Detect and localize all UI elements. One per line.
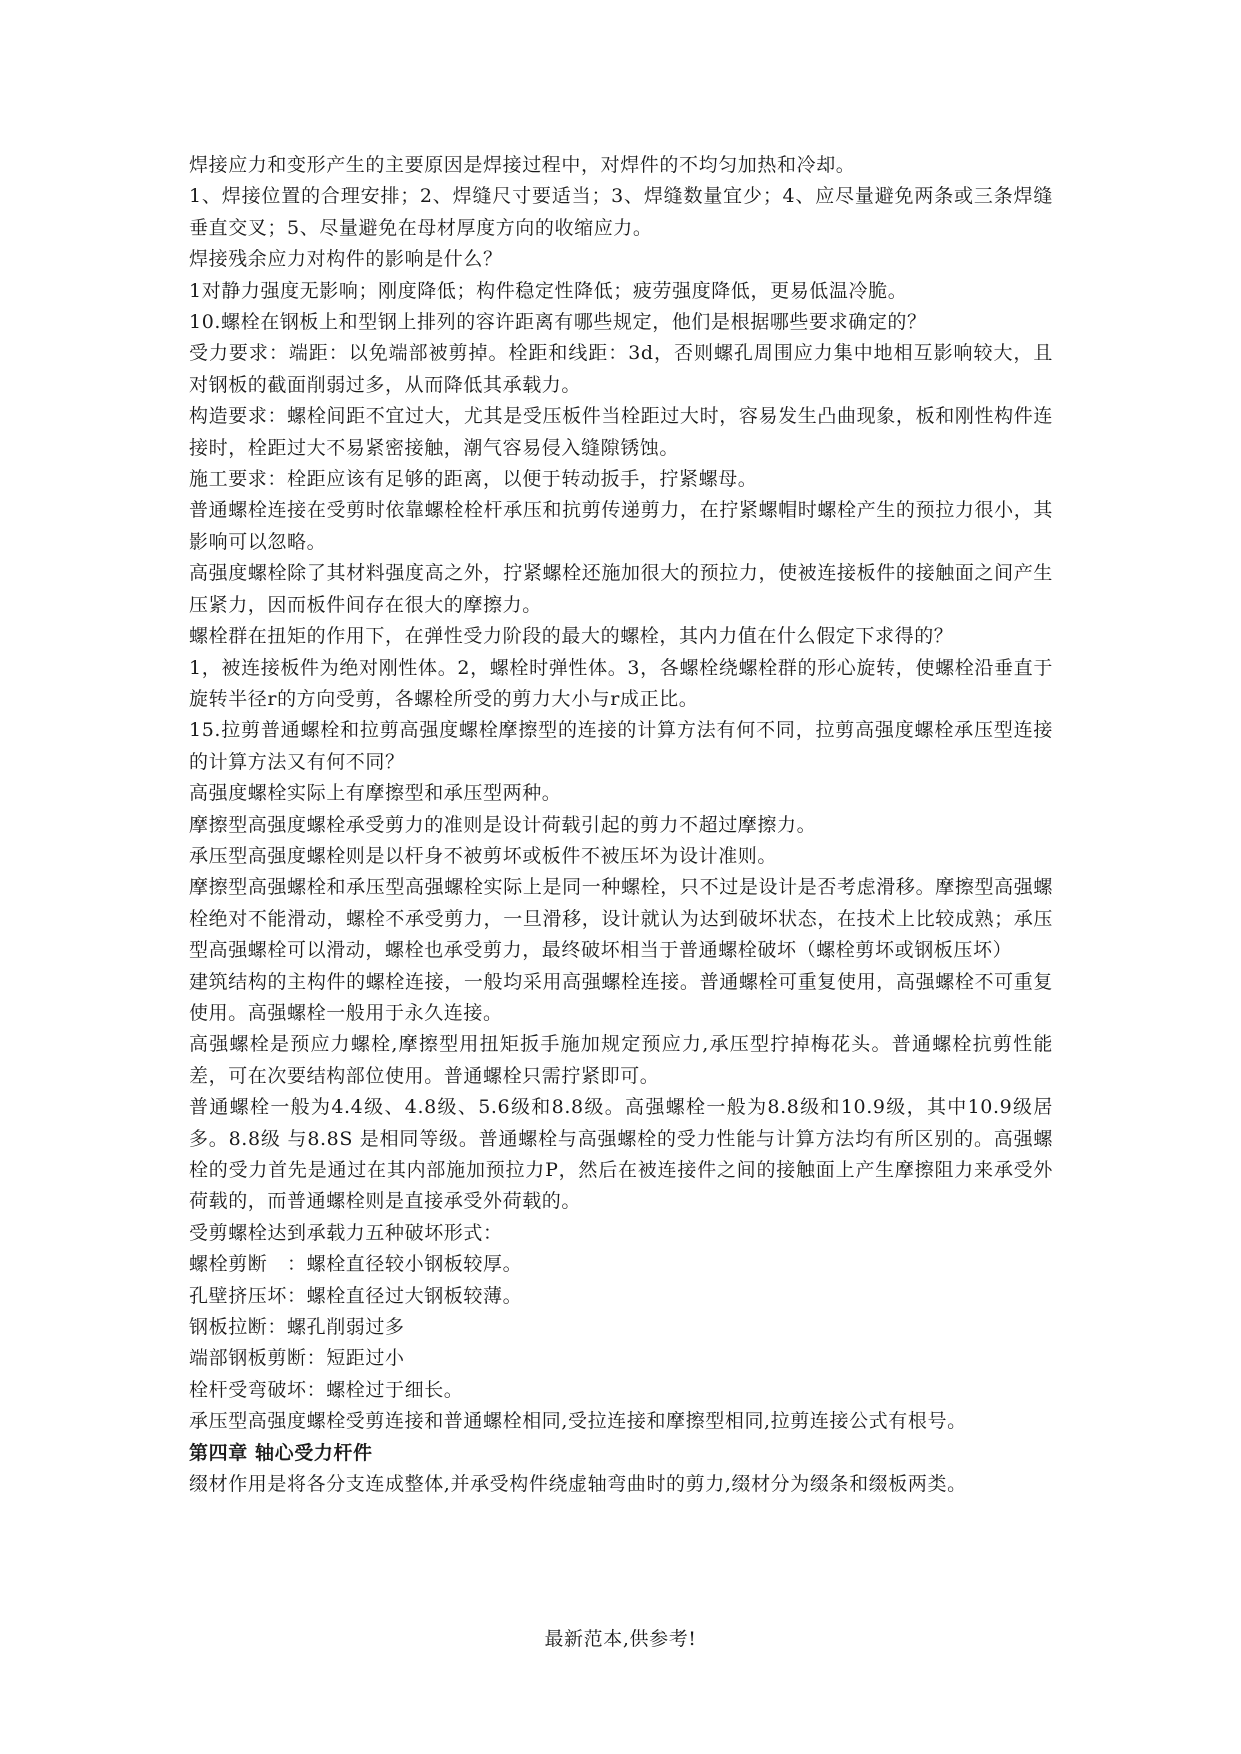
paragraph: 螺栓群在扭矩的作用下，在弹性受力阶段的最大的螺栓，其内力值在什么假定下求得的？ (189, 625, 954, 648)
paragraph: 钢板拉断：螺孔削弱过多 (189, 1316, 405, 1339)
paragraph: 焊接应力和变形产生的主要原因是焊接过程中，对焊件的不均匀加热和冷却。 (189, 154, 856, 176)
page-footer: 最新范本,供参考! (544, 1628, 697, 1650)
paragraph: 受力要求：端距：以免端部被剪掉。栓距和线距：3d，否则螺孔周围应力集中地相互影响较大，且对钢板的截面削弱过多，从而降低其承载力。 (189, 342, 1053, 396)
paragraph: 施工要求：栓距应该有足够的距离，以便于转动扳手，拧紧螺母。 (189, 468, 758, 491)
paragraph: 受剪螺栓达到承载力五种破坏形式： (189, 1221, 503, 1244)
paragraph: 高强度螺栓实际上有摩擦型和承压型两种。 (189, 782, 562, 805)
paragraph: 端部钢板剪断：短距过小 (189, 1347, 405, 1370)
paragraph: 孔壁挤压坏：螺栓直径过大钢板较薄。 (189, 1284, 523, 1307)
paragraph: 高强度螺栓除了其材料强度高之外，拧紧螺栓还施加很大的预拉力，使被连接板件的接触面之间产生压紧力，因而板件间存在很大的摩擦力。 (189, 562, 1053, 616)
paragraph: 普通螺栓连接在受剪时依靠螺栓栓杆承压和抗剪传递剪力，在拧紧螺帽时螺栓产生的预拉力很小，其影响可以忽略。 (189, 499, 1053, 553)
paragraph: 摩擦型高强螺栓和承压型高强螺栓实际上是同一种螺栓，只不过是设计是否考虑滑移。摩擦型高强螺栓绝对不能滑动，螺栓不承受剪力，一旦滑移，设计就认为达到破坏状态，在技术上比较成熟；承压型高强螺栓可以滑动，螺栓也承受剪力，最终破坏相当于普通螺栓破坏（螺栓剪坏或钢板压坏） (189, 876, 1053, 962)
paragraph: 10.螺栓在钢板上和型钢上排列的容许距离有哪些规定，他们是根据哪些要求确定的？ (189, 311, 927, 334)
paragraph: 1，被连接板件为绝对刚性体。2，螺栓时弹性体。3，各螺栓绕螺栓群的形心旋转，使螺栓沿垂直于旋转半径r的方向受剪，各螺栓所受的剪力大小与r成正比。 (189, 656, 1053, 710)
paragraph: 承压型高强度螺栓则是以杆身不被剪坏或板件不被压坏为设计准则。 (189, 844, 778, 867)
paragraph: 1对静力强度无影响；刚度降低；构件稳定性降低；疲劳强度降低，更易低温冷脆。 (189, 279, 908, 302)
paragraph: 普通螺栓一般为4.4级、4.8级、5.6级和8.8级。高强螺栓一般为8.8级和10.9级，其中10.9级居多。8.8级 与8.8S 是相同等级。普通螺栓与高强螺栓的受力性能与计算方法均有所区别的。高强螺栓的受力首先是通过在其内部施加预拉力P，然后在被连接件之间的接触面上产生摩擦阻力来承受外荷载的，而普通螺栓则是直接承受外荷载的。 (189, 1096, 1053, 1213)
paragraph: 高强螺栓是预应力螺栓,摩擦型用扭矩扳手施加规定预应力,承压型拧掉梅花头。普通螺栓抗剪性能差，可在次要结构部位使用。普通螺栓只需拧紧即可。 (189, 1033, 1053, 1087)
paragraph: 建筑结构的主构件的螺栓连接，一般均采用高强螺栓连接。普通螺栓可重复使用，高强螺栓不可重复使用。高强螺栓一般用于永久连接。 (189, 970, 1053, 1024)
paragraph: 焊接残余应力对构件的影响是什么？ (189, 248, 503, 271)
paragraph: 构造要求：螺栓间距不宜过大，尤其是受压板件当栓距过大时，容易发生凸曲现象，板和刚性构件连接时，栓距过大不易紧密接触，潮气容易侵入缝隙锈蚀。 (189, 405, 1053, 459)
chapter-heading: 第四章 轴心受力杆件 (189, 1441, 373, 1464)
paragraph: 承压型高强度螺栓受剪连接和普通螺栓相同,受拉连接和摩擦型相同,拉剪连接公式有根号。 (189, 1410, 967, 1433)
paragraph: 螺栓剪断 ：螺栓直径较小钢板较厚。 (189, 1253, 523, 1276)
paragraph: 缀材作用是将各分支连成整体,并承受构件绕虚轴弯曲时的剪力,缀材分为缀条和缀板两类。 (189, 1473, 967, 1496)
document-body (189, 150, 1053, 1500)
paragraph: 1、焊接位置的合理安排；2、焊缝尺寸要适当；3、焊缝数量宜少；4、应尽量避免两条或三条焊缝垂直交叉；5、尽量避免在母材厚度方向的收缩应力。 (189, 185, 1053, 239)
paragraph: 栓杆受弯破坏：螺栓过于细长。 (189, 1378, 464, 1401)
paragraph: 15.拉剪普通螺栓和拉剪高强度螺栓摩擦型的连接的计算方法有何不同，拉剪高强度螺栓承压型连接的计算方法又有何不同？ (189, 719, 1053, 773)
paragraph: 摩擦型高强度螺栓承受剪力的准则是设计荷载引起的剪力不超过摩擦力。 (189, 813, 817, 836)
